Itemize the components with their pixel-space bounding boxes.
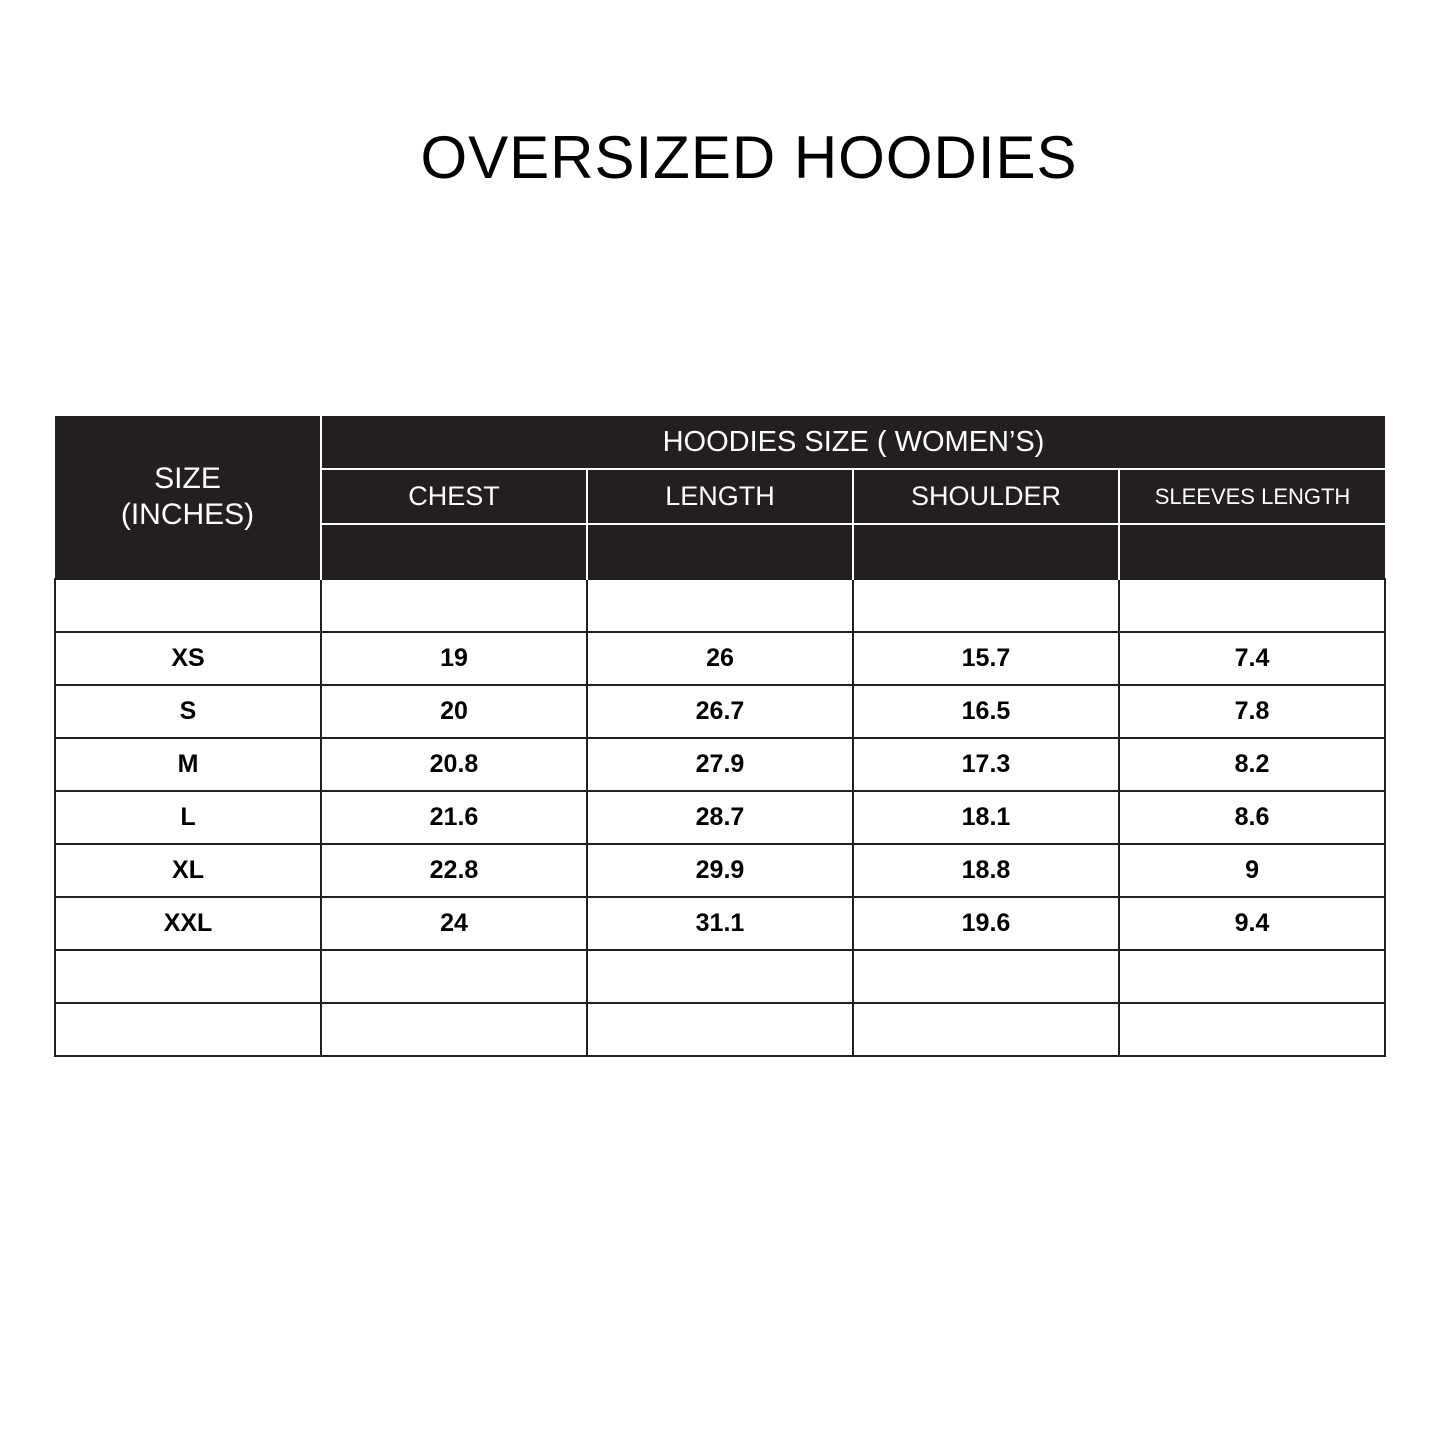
empty-cell <box>55 1003 321 1056</box>
table-row <box>55 632 1385 685</box>
length-cell: 31.1 <box>587 897 853 950</box>
empty-cell <box>853 950 1119 1003</box>
header-blank-cell <box>321 524 587 579</box>
table-row-empty <box>55 579 1385 632</box>
length-cell: 28.7 <box>587 791 853 844</box>
table-row-empty <box>55 1003 1385 1056</box>
column-header-length: LENGTH <box>587 469 853 524</box>
empty-cell <box>853 1003 1119 1056</box>
column-header-chest: CHEST <box>321 469 587 524</box>
header-blank-cell <box>1119 524 1385 579</box>
column-header-sleeves-length: SLEEVES LENGTH <box>1119 469 1385 524</box>
chest-cell: 24 <box>321 897 587 950</box>
table-row-empty <box>55 950 1385 1003</box>
shoulder-cell: 19.6 <box>853 897 1119 950</box>
shoulder-cell: 18.8 <box>853 844 1119 897</box>
length-cell: 29.9 <box>587 844 853 897</box>
size-cell: XL <box>55 844 321 897</box>
empty-cell <box>55 950 321 1003</box>
size-column-header <box>55 416 321 579</box>
empty-cell <box>1119 1003 1385 1056</box>
table-row <box>55 738 1385 791</box>
shoulder-cell: 17.3 <box>853 738 1119 791</box>
size-header-line1: SIZE <box>154 462 221 495</box>
size-cell: M <box>55 738 321 791</box>
length-cell: 26.7 <box>587 685 853 738</box>
size-chart-table <box>54 416 1386 1057</box>
table-row <box>55 685 1385 738</box>
empty-cell <box>587 950 853 1003</box>
empty-cell <box>587 579 853 632</box>
chest-cell: 22.8 <box>321 844 587 897</box>
empty-cell <box>587 1003 853 1056</box>
chest-cell: 20.8 <box>321 738 587 791</box>
empty-cell <box>55 579 321 632</box>
sleeves-cell: 7.4 <box>1119 632 1385 685</box>
table-row <box>55 791 1385 844</box>
page-title: OVERSIZED HOODIES <box>420 124 1078 191</box>
header-blank-cell <box>587 524 853 579</box>
sleeves-cell: 9.4 <box>1119 897 1385 950</box>
length-cell: 26 <box>587 632 853 685</box>
sleeves-cell: 9 <box>1119 844 1385 897</box>
size-cell: S <box>55 685 321 738</box>
empty-cell <box>321 950 587 1003</box>
sleeves-cell: 8.2 <box>1119 738 1385 791</box>
shoulder-cell: 16.5 <box>853 685 1119 738</box>
size-cell: XS <box>55 632 321 685</box>
table-row <box>55 897 1385 950</box>
sleeves-cell: 8.6 <box>1119 791 1385 844</box>
empty-cell <box>321 1003 587 1056</box>
empty-cell <box>853 579 1119 632</box>
size-header-line2: (INCHES) <box>120 498 255 531</box>
empty-cell <box>1119 579 1385 632</box>
chest-cell: 20 <box>321 685 587 738</box>
shoulder-cell: 18.1 <box>853 791 1119 844</box>
size-cell: L <box>55 791 321 844</box>
column-header-shoulder: SHOULDER <box>853 469 1119 524</box>
chest-cell: 19 <box>321 632 587 685</box>
empty-cell <box>1119 950 1385 1003</box>
shoulder-cell: 15.7 <box>853 632 1119 685</box>
size-cell: XXL <box>55 897 321 950</box>
group-header: HOODIES SIZE ( WOMEN’S) <box>321 416 1385 469</box>
length-cell: 27.9 <box>587 738 853 791</box>
sleeves-cell: 7.8 <box>1119 685 1385 738</box>
empty-cell <box>321 579 587 632</box>
chest-cell: 21.6 <box>321 791 587 844</box>
header-blank-cell <box>853 524 1119 579</box>
table-row <box>55 844 1385 897</box>
